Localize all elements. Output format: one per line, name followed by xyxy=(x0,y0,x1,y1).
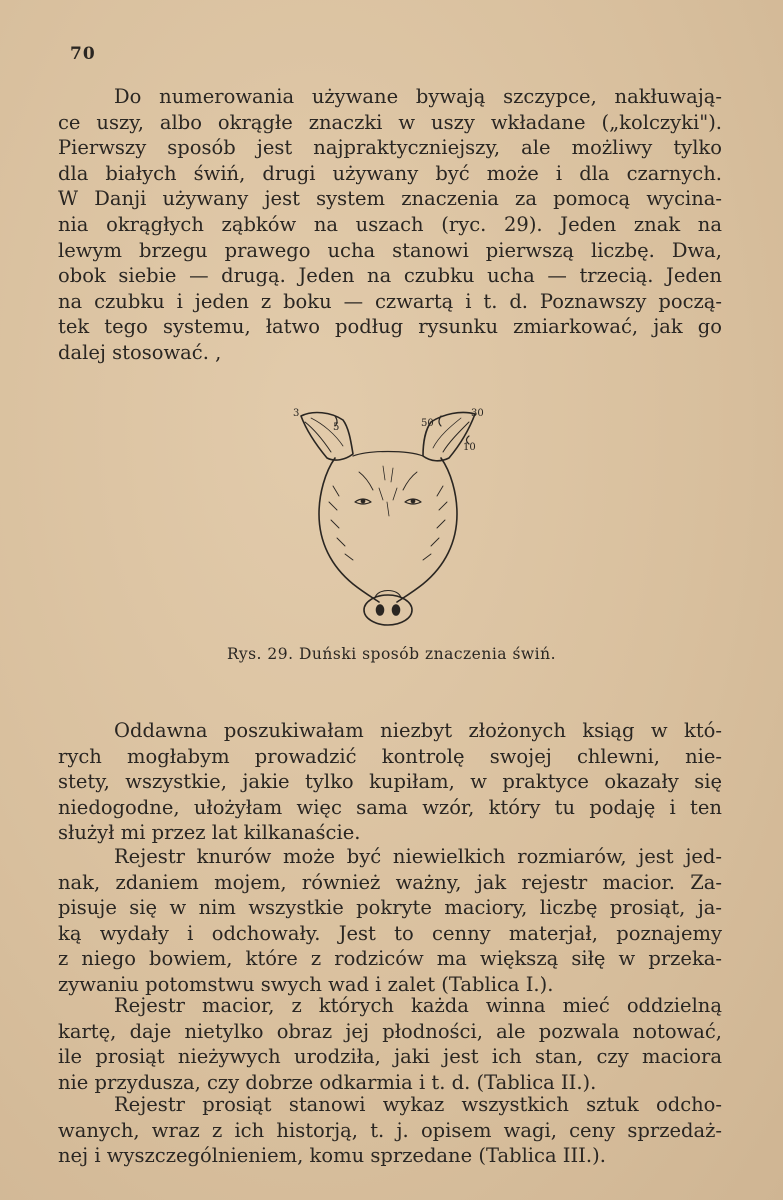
text-line: tek tego systemu, łatwo podług rysunku zmiarkować, jak go xyxy=(58,315,722,339)
text-line: nak, zdaniem mojem, również ważny, jak rejestr macior. Za- xyxy=(58,870,722,894)
text-line: obok siebie — drugą. Jeden na czubku ucha — trzecią. Jeden xyxy=(58,264,722,288)
text-line: wanych, wraz z ich historją, t. j. opisem wagi, ceny sprzedaż- xyxy=(58,1118,722,1142)
ear-mark-label-50: 50 xyxy=(421,418,434,429)
paragraph-ledgers-intro xyxy=(58,718,722,846)
pig-head-illustration xyxy=(283,402,493,634)
text-line: ile prosiąt nieżywych urodziła, jaki jest ich stan, czy maciora xyxy=(58,1045,722,1069)
ear-mark-label-5: 5 xyxy=(333,422,340,433)
text-line: niedogodne, ułożyłam więc sama wzór, który tu podaję i ten xyxy=(58,795,722,819)
text-line: stety, wszystkie, jakie tylko kupiłam, w praktyce okazały się xyxy=(58,770,722,794)
text-line: dla białych świń, drugi używany być może i dla czarnych. xyxy=(58,161,722,185)
paragraph-sow-register xyxy=(58,993,722,1095)
text-line: nia okrągłych ząbków na uszach (ryc. 29). Jeden znak na xyxy=(58,212,722,236)
text-line: nej i wyszczególnieniem, komu sprzedane (Tablica III.). xyxy=(58,1144,606,1168)
figure-caption: Rys. 29. Duński sposób znaczenia świń. xyxy=(226,645,557,663)
text-line: kartę, daje nietylko obraz jej płodności, ale pozwala notować, xyxy=(58,1019,722,1043)
paragraph-piglet-register xyxy=(58,1092,722,1169)
text-line: na czubku i jeden z boku — czwartą i t. d. Poznawszy począ- xyxy=(58,289,722,313)
text-line: Pierwszy sposób jest najpraktyczniejszy, ale możliwy tylko xyxy=(58,136,722,160)
text-line: W Danji używany jest system znaczenia za pomocą wycina- xyxy=(58,187,722,211)
text-line: służył mi przez lat kilkanaście. xyxy=(58,821,361,845)
text-line: nie przydusza, czy dobrze odkarmia i t. d. (Tablica II.). xyxy=(58,1070,597,1094)
text-line: ce uszy, albo okrągłe znaczki w uszy wkładane („kolczyki"). xyxy=(58,110,722,134)
paragraph-boar-register xyxy=(58,844,722,998)
text-line: ką wydały i odchowały. Jest to cenny materjał, poznajemy xyxy=(58,921,722,945)
text-line: lewym brzegu prawego ucha stanowi pierwszą liczbę. Dwa, xyxy=(58,238,722,262)
ear-mark-label-10: 10 xyxy=(463,442,476,453)
ear-mark-label-3: 3 xyxy=(293,408,300,419)
ear-mark-label-30: 30 xyxy=(471,408,484,419)
text-line: z niego bowiem, które z rodziców ma większą siłę w przeka- xyxy=(58,947,722,971)
text-line: Rejestr macior, z których każda winna mieć oddzielną xyxy=(114,994,722,1017)
text-line: dalej stosować. , xyxy=(58,340,222,364)
pig-head-figure xyxy=(283,402,493,634)
text-line: Rejestr prosiąt stanowi wykaz wszystkich sztuk odcho- xyxy=(114,1093,722,1116)
text-line: Rejestr knurów może być niewielkich rozmiarów, jest jed- xyxy=(114,845,722,868)
text-line: zywaniu potomstwu swych wad i zalet (Tablica I.). xyxy=(58,972,554,996)
text-line: Oddawna poszukiwałam niezbyt złożonych ksiąg w któ- xyxy=(114,719,722,742)
text-line: Do numerowania używane bywają szczypce, nakłuwają- xyxy=(114,85,722,108)
text-line: rych mogłabym prowadzić kontrolę swojej chlewni, nie- xyxy=(58,744,722,768)
paragraph-ear-marking xyxy=(58,84,722,366)
text-line: pisuje się w nim wszystkie pokryte maciory, liczbę prosiąt, ja- xyxy=(58,896,722,920)
page-number: 70 xyxy=(70,44,96,64)
